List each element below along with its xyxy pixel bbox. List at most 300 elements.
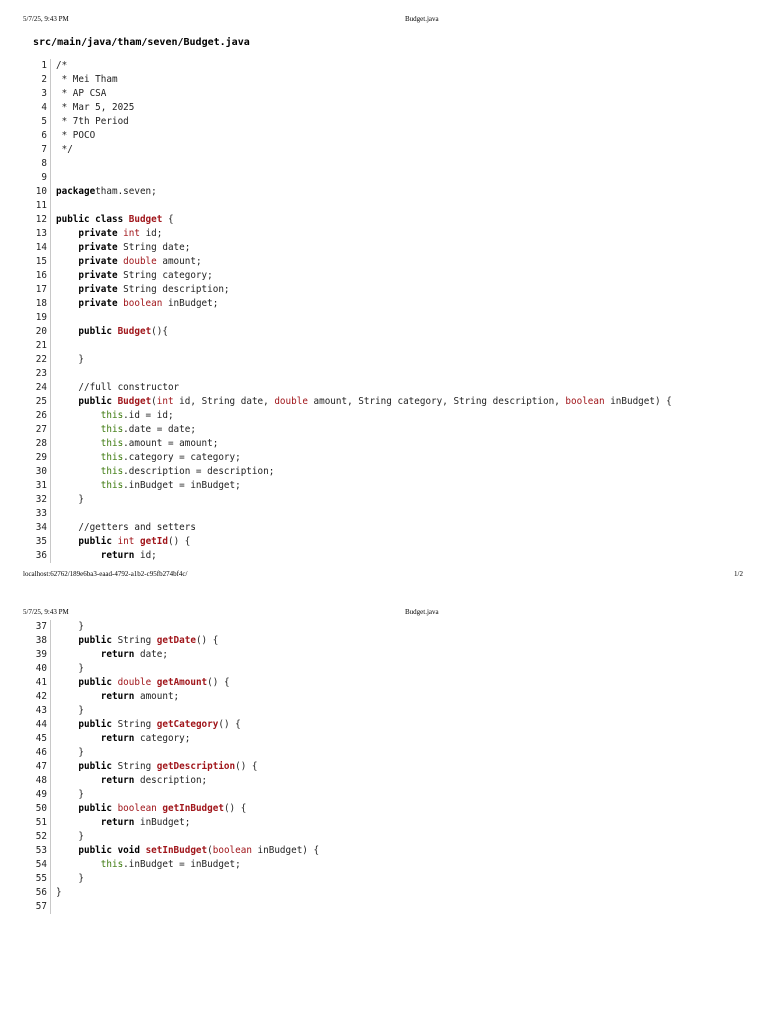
code-token: category;: [139, 733, 191, 744]
code-text: [51, 437, 218, 451]
code-token: private: [78, 284, 124, 295]
code-token: public class: [56, 214, 129, 225]
code-token: }: [56, 789, 84, 800]
code-line: [20, 465, 760, 479]
code-token: [56, 733, 101, 744]
code-token: [56, 719, 78, 730]
line-number: 5: [20, 115, 51, 129]
code-token: return: [100, 550, 140, 561]
code-token: boolean: [212, 845, 252, 856]
code-token: () {: [207, 677, 230, 688]
code-token: }: [56, 663, 84, 674]
code-text: [51, 367, 56, 381]
code-token: private: [78, 298, 124, 309]
code-token: }: [56, 621, 84, 632]
code-line: [20, 171, 760, 185]
code-token: private: [78, 242, 124, 253]
code-token: [56, 480, 101, 491]
line-number: 54: [20, 858, 51, 872]
code-text: [51, 634, 218, 648]
code-text: [51, 465, 274, 479]
code-token: return: [100, 775, 140, 786]
line-number: 21: [20, 339, 51, 353]
code-token: (){: [151, 326, 168, 337]
code-line: [20, 437, 760, 451]
code-token: String: [117, 719, 157, 730]
code-text: [51, 171, 56, 185]
code-text: [51, 844, 319, 858]
code-token: inBudget;: [139, 817, 191, 828]
code-token: () {: [167, 536, 191, 547]
code-token: public: [78, 396, 118, 407]
line-number: 38: [20, 634, 51, 648]
line-number: 49: [20, 788, 51, 802]
line-number: 34: [20, 521, 51, 535]
code-token: [56, 298, 78, 309]
code-token: [56, 256, 78, 267]
code-line: [20, 690, 760, 704]
line-number: 31: [20, 479, 51, 493]
code-listing-page-2: [20, 620, 760, 914]
code-token: [56, 326, 78, 337]
line-number: 7: [20, 143, 51, 157]
code-token: public: [78, 761, 118, 772]
code-line: [20, 479, 760, 493]
code-token: this: [100, 410, 124, 421]
line-number: 24: [20, 381, 51, 395]
code-line: [20, 199, 760, 213]
code-token: (: [207, 845, 213, 856]
line-number: 50: [20, 802, 51, 816]
code-text: [51, 676, 230, 690]
code-token: [56, 452, 101, 463]
code-token: public: [78, 326, 118, 337]
code-token: [56, 691, 101, 702]
code-text: [51, 129, 95, 143]
code-token: * POCO: [56, 130, 96, 141]
code-line: [20, 844, 760, 858]
code-text: [51, 704, 84, 718]
code-token: [56, 859, 101, 870]
code-token: public: [78, 635, 118, 646]
code-line: [20, 297, 760, 311]
code-token: double: [123, 256, 157, 267]
code-text: [51, 73, 118, 87]
code-token: (: [151, 396, 157, 407]
code-text: [51, 507, 56, 521]
code-token: boolean: [565, 396, 605, 407]
code-token: String: [117, 761, 157, 772]
code-token: [56, 270, 78, 281]
code-text: [51, 143, 73, 157]
code-token: }: [56, 705, 84, 716]
code-token: * 7th Period: [56, 116, 129, 127]
code-token: id;: [139, 550, 157, 561]
code-text: [51, 746, 84, 760]
code-line: [20, 367, 760, 381]
code-token: int: [117, 536, 135, 547]
code-text: [51, 185, 157, 199]
code-token: private: [78, 256, 124, 267]
line-number: 20: [20, 325, 51, 339]
code-token: return: [100, 649, 140, 660]
line-number: 16: [20, 269, 51, 283]
line-number: 13: [20, 227, 51, 241]
code-text: [51, 732, 190, 746]
code-line: [20, 802, 760, 816]
code-token: [56, 242, 78, 253]
code-line: [20, 255, 760, 269]
code-line: [20, 718, 760, 732]
code-line: [20, 451, 760, 465]
code-token: amount;: [156, 256, 202, 267]
print-header-datetime: 5/7/25, 9:43 PM: [23, 608, 69, 616]
code-line: [20, 634, 760, 648]
code-token: [56, 775, 101, 786]
code-token: private: [78, 270, 124, 281]
line-number: 47: [20, 760, 51, 774]
code-token: [56, 803, 78, 814]
line-number: 29: [20, 451, 51, 465]
code-token: [56, 438, 101, 449]
code-text: [51, 199, 56, 213]
code-line: [20, 157, 760, 171]
code-line: [20, 732, 760, 746]
code-token: this: [100, 438, 124, 449]
code-text: [51, 227, 162, 241]
code-token: [56, 396, 78, 407]
line-number: 41: [20, 676, 51, 690]
code-line: [20, 185, 760, 199]
code-text: [51, 774, 207, 788]
line-number: 6: [20, 129, 51, 143]
code-token: getId: [139, 536, 168, 547]
code-token: tham.seven;: [95, 186, 157, 197]
code-line: [20, 395, 760, 409]
code-text: [51, 690, 179, 704]
code-line: [20, 129, 760, 143]
code-token: getDate: [156, 635, 196, 646]
line-number: 53: [20, 844, 51, 858]
print-header-title: Budget.java: [405, 608, 439, 616]
code-token: String: [117, 635, 157, 646]
code-text: [51, 311, 56, 325]
code-token: /*: [56, 60, 68, 71]
code-token: * Mei Tham: [56, 74, 118, 85]
code-token: .amount = amount;: [123, 438, 219, 449]
print-page-2: [0, 600, 768, 1024]
line-number: 23: [20, 367, 51, 381]
line-number: 55: [20, 872, 51, 886]
code-line: [20, 760, 760, 774]
line-number: 37: [20, 620, 51, 634]
line-number: 3: [20, 87, 51, 101]
code-token: getCategory: [156, 719, 219, 730]
code-token: this: [100, 424, 124, 435]
code-text: [51, 816, 190, 830]
line-number: 26: [20, 409, 51, 423]
line-number: 42: [20, 690, 51, 704]
line-number: 9: [20, 171, 51, 185]
code-token: }: [56, 831, 84, 842]
code-line: [20, 241, 760, 255]
code-token: [56, 649, 101, 660]
code-text: [51, 549, 157, 563]
line-number: 33: [20, 507, 51, 521]
code-line: [20, 227, 760, 241]
code-token: return: [100, 691, 140, 702]
code-token: .id = id;: [123, 410, 174, 421]
code-text: [51, 423, 196, 437]
line-number: 43: [20, 704, 51, 718]
line-number: 27: [20, 423, 51, 437]
code-text: [51, 115, 129, 129]
code-line: [20, 900, 760, 914]
code-line: [20, 269, 760, 283]
code-line: [20, 521, 760, 535]
code-token: [56, 410, 101, 421]
print-header-datetime: 5/7/25, 9:43 PM: [23, 15, 69, 23]
code-token: this: [100, 452, 124, 463]
print-footer-page-number: 1/2: [734, 570, 743, 578]
code-text: [51, 900, 56, 914]
line-number: 44: [20, 718, 51, 732]
code-line: [20, 353, 760, 367]
code-token: Budget: [117, 326, 152, 337]
code-line: [20, 143, 760, 157]
code-text: [51, 648, 168, 662]
code-text: [51, 255, 202, 269]
line-number: 57: [20, 900, 51, 914]
code-token: .inBudget = inBudget;: [123, 859, 241, 870]
code-line: [20, 662, 760, 676]
line-number: 17: [20, 283, 51, 297]
code-token: public: [78, 677, 118, 688]
line-number: 12: [20, 213, 51, 227]
code-line: [20, 73, 760, 87]
line-number: 25: [20, 395, 51, 409]
code-text: [51, 297, 218, 311]
code-line: [20, 746, 760, 760]
code-line: [20, 339, 760, 353]
line-number: 32: [20, 493, 51, 507]
code-line: [20, 788, 760, 802]
code-token: * Mar 5, 2025: [56, 102, 135, 113]
code-text: [51, 830, 84, 844]
code-token: this: [100, 466, 124, 477]
code-text: [51, 479, 241, 493]
code-text: [51, 87, 106, 101]
code-token: description;: [139, 775, 208, 786]
code-token: return: [100, 733, 140, 744]
code-line: [20, 704, 760, 718]
code-token: String date;: [123, 242, 191, 253]
line-number: 8: [20, 157, 51, 171]
line-number: 10: [20, 185, 51, 199]
print-header-title: Budget.java: [405, 15, 439, 23]
code-line: [20, 858, 760, 872]
code-text: [51, 213, 174, 227]
code-text: [51, 325, 168, 339]
code-token: getDescription: [156, 761, 236, 772]
code-token: [56, 228, 78, 239]
code-token: id;: [139, 228, 163, 239]
code-token: () {: [223, 803, 247, 814]
line-number: 45: [20, 732, 51, 746]
code-listing-page-1: [20, 59, 760, 563]
print-footer-url: localhost:62762/189e6ba3-eaad-4792-a1b2-c95fb274bf4c/: [23, 570, 188, 578]
code-token: .description = description;: [123, 466, 275, 477]
code-text: [51, 59, 67, 73]
code-line: [20, 830, 760, 844]
code-token: [56, 424, 101, 435]
code-token: inBudget;: [162, 298, 219, 309]
code-token: [56, 536, 78, 547]
code-token: inBudget) {: [604, 396, 672, 407]
file-path: src/main/java/tham/seven/Budget.java: [33, 37, 250, 48]
code-text: [51, 395, 672, 409]
code-text: [51, 521, 196, 535]
code-line: [20, 507, 760, 521]
line-number: 15: [20, 255, 51, 269]
code-token: [56, 761, 78, 772]
code-text: [51, 269, 213, 283]
code-line: [20, 676, 760, 690]
code-line: [20, 59, 760, 73]
code-line: [20, 620, 760, 634]
line-number: 40: [20, 662, 51, 676]
code-token: id, String date,: [173, 396, 275, 407]
code-text: [51, 872, 84, 886]
line-number: 30: [20, 465, 51, 479]
code-token: public: [78, 803, 118, 814]
code-token: Budget: [128, 214, 163, 225]
code-token: [56, 550, 101, 561]
code-token: int: [123, 228, 140, 239]
code-token: boolean: [123, 298, 163, 309]
code-line: [20, 535, 760, 549]
code-token: [56, 284, 78, 295]
code-line: [20, 648, 760, 662]
code-token: public: [78, 536, 118, 547]
code-text: [51, 241, 190, 255]
code-token: .inBudget = inBudget;: [123, 480, 241, 491]
code-line: [20, 816, 760, 830]
code-token: [56, 635, 78, 646]
line-number: 11: [20, 199, 51, 213]
code-line: [20, 87, 760, 101]
line-number: 36: [20, 549, 51, 563]
code-token: {: [162, 214, 174, 225]
code-token: getInBudget: [162, 803, 224, 814]
code-token: }: [56, 494, 84, 505]
code-line: [20, 886, 760, 900]
line-number: 1: [20, 59, 51, 73]
code-text: [51, 283, 230, 297]
code-text: [51, 157, 56, 171]
line-number: 46: [20, 746, 51, 760]
code-token: Budget: [117, 396, 152, 407]
code-token: amount;: [139, 691, 180, 702]
code-text: [51, 535, 190, 549]
code-token: getAmount: [156, 677, 208, 688]
line-number: 56: [20, 886, 51, 900]
code-token: //getters and setters: [56, 522, 196, 533]
line-number: 4: [20, 101, 51, 115]
code-token: amount, String category, String description,: [307, 396, 566, 407]
line-number: 28: [20, 437, 51, 451]
code-line: [20, 493, 760, 507]
code-token: private: [78, 228, 124, 239]
code-token: () {: [218, 719, 241, 730]
code-line: [20, 115, 760, 129]
code-token: return: [100, 817, 140, 828]
code-text: [51, 858, 241, 872]
code-token: }: [56, 887, 62, 898]
line-number: 14: [20, 241, 51, 255]
code-token: String description;: [123, 284, 230, 295]
code-token: boolean: [117, 803, 157, 814]
code-token: }: [56, 354, 84, 365]
code-token: this: [100, 859, 124, 870]
code-token: setInBudget: [145, 845, 208, 856]
code-token: [56, 845, 78, 856]
code-token: }: [56, 873, 84, 884]
code-text: [51, 620, 84, 634]
code-text: [51, 886, 62, 900]
line-number: 48: [20, 774, 51, 788]
code-line: [20, 101, 760, 115]
code-token: double: [117, 677, 152, 688]
code-line: [20, 423, 760, 437]
line-number: 52: [20, 830, 51, 844]
code-text: [51, 409, 174, 423]
code-line: [20, 409, 760, 423]
code-line: [20, 325, 760, 339]
code-line: [20, 872, 760, 886]
code-token: //full constructor: [56, 382, 180, 393]
code-token: double: [274, 396, 308, 407]
line-number: 22: [20, 353, 51, 367]
code-line: [20, 549, 760, 563]
code-text: [51, 760, 258, 774]
code-token: .category = category;: [123, 452, 241, 463]
code-line: [20, 774, 760, 788]
code-text: [51, 451, 241, 465]
code-text: [51, 101, 134, 115]
code-token: package: [56, 186, 96, 197]
line-number: 51: [20, 816, 51, 830]
code-token: [56, 677, 78, 688]
code-token: public void: [78, 845, 146, 856]
code-token: .date = date;: [123, 424, 196, 435]
code-token: * AP CSA: [56, 88, 107, 99]
code-token: date;: [139, 649, 168, 660]
code-text: [51, 381, 179, 395]
code-token: int: [156, 396, 174, 407]
code-token: }: [56, 747, 84, 758]
line-number: 18: [20, 297, 51, 311]
code-token: this: [100, 480, 124, 491]
code-text: [51, 802, 246, 816]
code-token: [56, 817, 101, 828]
code-token: String category;: [123, 270, 213, 281]
code-line: [20, 311, 760, 325]
line-number: 2: [20, 73, 51, 87]
code-text: [51, 662, 84, 676]
code-token: inBudget) {: [251, 845, 320, 856]
line-number: 39: [20, 648, 51, 662]
